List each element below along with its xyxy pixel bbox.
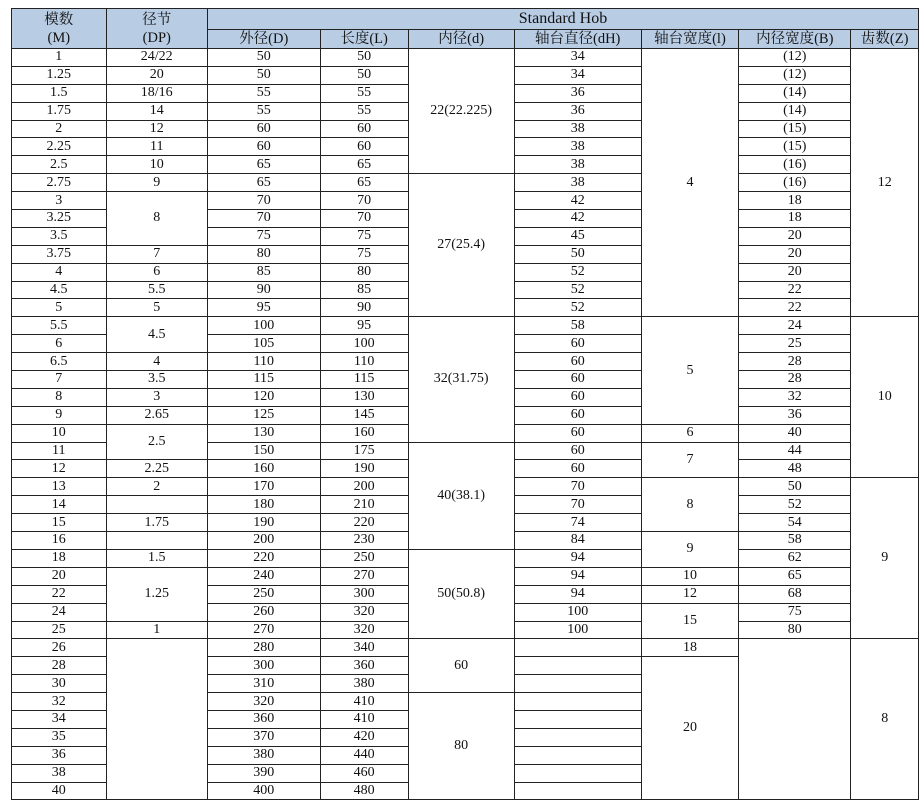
table-row — [12, 317, 919, 335]
header-outer-diameter: 外径(D) — [207, 30, 320, 49]
cell-length: 85 — [320, 281, 408, 299]
cell-hub-diameter: 74 — [514, 514, 641, 532]
header-diametral-pitch — [106, 9, 207, 49]
cell-hub-width: 9 — [641, 532, 738, 568]
cell-key-width: 65 — [739, 567, 851, 585]
cell-module: 3 — [12, 192, 107, 210]
cell-hub-width: 12 — [641, 585, 738, 603]
cell-length: 320 — [320, 621, 408, 639]
header-module-unit: (M) — [47, 29, 71, 46]
cell-length: 80 — [320, 263, 408, 281]
hob-spec-table — [11, 8, 919, 800]
cell-module: 9 — [12, 406, 107, 424]
cell-module: 2.75 — [12, 174, 107, 192]
cell-outer-diameter: 150 — [207, 442, 320, 460]
cell-module: 1.75 — [12, 102, 107, 120]
table-body — [12, 49, 919, 800]
cell-key-width: 24 — [739, 317, 851, 335]
table-row — [12, 639, 919, 657]
cell-module: 24 — [12, 603, 107, 621]
cell-hub-diameter — [514, 675, 641, 693]
cell-key-width: (12) — [739, 66, 851, 84]
cell-outer-diameter: 400 — [207, 782, 320, 800]
cell-length: 65 — [320, 174, 408, 192]
cell-outer-diameter: 220 — [207, 549, 320, 567]
cell-module: 7 — [12, 371, 107, 389]
cell-key-width: 52 — [739, 496, 851, 514]
header-teeth: 齿数(Z) — [851, 30, 919, 49]
cell-outer-diameter: 130 — [207, 424, 320, 442]
header-module-label: 模数 — [44, 11, 74, 28]
cell-hub-width: 15 — [641, 603, 738, 639]
cell-module: 5 — [12, 299, 107, 317]
cell-module: 1 — [12, 49, 107, 67]
cell-length: 340 — [320, 639, 408, 657]
cell-length: 380 — [320, 675, 408, 693]
cell-hub-diameter: 34 — [514, 49, 641, 67]
cell-length: 175 — [320, 442, 408, 460]
cell-outer-diameter: 280 — [207, 639, 320, 657]
header-length: 长度(L) — [320, 30, 408, 49]
cell-key-width: 20 — [739, 263, 851, 281]
cell-hub-diameter — [514, 657, 641, 675]
cell-hub-diameter: 38 — [514, 174, 641, 192]
cell-length: 115 — [320, 371, 408, 389]
cell-outer-diameter: 160 — [207, 460, 320, 478]
cell-hub-diameter: 42 — [514, 210, 641, 228]
cell-diametral-pitch: 12 — [106, 120, 207, 138]
cell-hub-diameter: 100 — [514, 621, 641, 639]
cell-diametral-pitch: 3.5 — [106, 371, 207, 389]
header-module — [12, 9, 107, 49]
cell-outer-diameter: 50 — [207, 49, 320, 67]
cell-diametral-pitch: 20 — [106, 66, 207, 84]
cell-outer-diameter: 90 — [207, 281, 320, 299]
header-key-width: 内径宽度(B) — [739, 30, 851, 49]
cell-length: 410 — [320, 710, 408, 728]
cell-length: 130 — [320, 388, 408, 406]
cell-length: 190 — [320, 460, 408, 478]
cell-length: 210 — [320, 496, 408, 514]
cell-key-width: 32 — [739, 388, 851, 406]
cell-key-width: 20 — [739, 245, 851, 263]
cell-length: 270 — [320, 567, 408, 585]
cell-key-width: 50 — [739, 478, 851, 496]
cell-diametral-pitch: 1.5 — [106, 549, 207, 567]
cell-length: 65 — [320, 156, 408, 174]
cell-length: 75 — [320, 245, 408, 263]
cell-length: 60 — [320, 120, 408, 138]
cell-hub-diameter: 60 — [514, 406, 641, 424]
cell-outer-diameter: 105 — [207, 335, 320, 353]
cell-length: 70 — [320, 210, 408, 228]
cell-outer-diameter: 60 — [207, 120, 320, 138]
cell-outer-diameter: 65 — [207, 156, 320, 174]
cell-diametral-pitch: 7 — [106, 245, 207, 263]
cell-hub-width: 5 — [641, 317, 738, 424]
cell-module: 13 — [12, 478, 107, 496]
cell-key-width: (15) — [739, 138, 851, 156]
cell-key-width: 36 — [739, 406, 851, 424]
cell-outer-diameter: 100 — [207, 317, 320, 335]
cell-hub-diameter: 94 — [514, 585, 641, 603]
cell-outer-diameter: 190 — [207, 514, 320, 532]
cell-module: 11 — [12, 442, 107, 460]
cell-outer-diameter: 60 — [207, 138, 320, 156]
cell-hub-diameter: 60 — [514, 424, 641, 442]
cell-diametral-pitch: 2 — [106, 478, 207, 496]
cell-module: 5.5 — [12, 317, 107, 335]
cell-hub-diameter: 60 — [514, 442, 641, 460]
cell-length: 360 — [320, 657, 408, 675]
cell-hub-diameter — [514, 782, 641, 800]
cell-module: 4.5 — [12, 281, 107, 299]
cell-module: 22 — [12, 585, 107, 603]
cell-hub-diameter: 52 — [514, 299, 641, 317]
cell-hub-diameter: 36 — [514, 84, 641, 102]
cell-outer-diameter: 390 — [207, 764, 320, 782]
cell-hub-diameter: 60 — [514, 460, 641, 478]
cell-outer-diameter: 380 — [207, 746, 320, 764]
cell-diametral-pitch: 9 — [106, 174, 207, 192]
cell-diametral-pitch — [106, 496, 207, 514]
cell-hub-diameter — [514, 693, 641, 711]
cell-outer-diameter: 80 — [207, 245, 320, 263]
cell-key-width: (14) — [739, 84, 851, 102]
cell-outer-diameter: 360 — [207, 710, 320, 728]
cell-length: 50 — [320, 49, 408, 67]
cell-hub-diameter: 60 — [514, 371, 641, 389]
cell-key-width: 62 — [739, 549, 851, 567]
cell-hub-diameter: 94 — [514, 567, 641, 585]
cell-hub-diameter — [514, 710, 641, 728]
table-row — [12, 49, 919, 67]
cell-diametral-pitch: 3 — [106, 388, 207, 406]
cell-module: 8 — [12, 388, 107, 406]
cell-diametral-pitch — [106, 532, 207, 550]
cell-hub-diameter: 94 — [514, 549, 641, 567]
cell-bore: 80 — [408, 693, 514, 800]
cell-key-width: 22 — [739, 281, 851, 299]
cell-hub-diameter: 42 — [514, 192, 641, 210]
cell-module: 10 — [12, 424, 107, 442]
cell-length: 90 — [320, 299, 408, 317]
cell-diametral-pitch: 1.25 — [106, 567, 207, 621]
cell-outer-diameter: 300 — [207, 657, 320, 675]
cell-hub-diameter — [514, 746, 641, 764]
cell-diametral-pitch: 5 — [106, 299, 207, 317]
cell-diametral-pitch: 5.5 — [106, 281, 207, 299]
cell-outer-diameter: 270 — [207, 621, 320, 639]
cell-outer-diameter: 250 — [207, 585, 320, 603]
cell-outer-diameter: 370 — [207, 728, 320, 746]
cell-hub-diameter: 52 — [514, 281, 641, 299]
cell-length: 420 — [320, 728, 408, 746]
cell-outer-diameter: 55 — [207, 84, 320, 102]
cell-hub-diameter: 52 — [514, 263, 641, 281]
cell-key-width: 68 — [739, 585, 851, 603]
cell-length: 100 — [320, 335, 408, 353]
cell-key-width: 18 — [739, 210, 851, 228]
cell-hub-width: 20 — [641, 657, 738, 800]
cell-length: 145 — [320, 406, 408, 424]
header-pitch-unit: (DP) — [142, 29, 171, 46]
cell-key-width: (15) — [739, 120, 851, 138]
cell-length: 230 — [320, 532, 408, 550]
cell-length: 460 — [320, 764, 408, 782]
cell-outer-diameter: 70 — [207, 192, 320, 210]
cell-module: 1.5 — [12, 84, 107, 102]
cell-diametral-pitch: 2.5 — [106, 424, 207, 460]
cell-key-width: 18 — [739, 192, 851, 210]
cell-length: 50 — [320, 66, 408, 84]
cell-hub-diameter: 38 — [514, 156, 641, 174]
cell-module: 32 — [12, 693, 107, 711]
cell-key-width — [739, 639, 851, 800]
cell-diametral-pitch: 1.75 — [106, 514, 207, 532]
table-row — [12, 549, 919, 567]
cell-outer-diameter: 320 — [207, 693, 320, 711]
cell-module: 3.25 — [12, 210, 107, 228]
cell-module: 26 — [12, 639, 107, 657]
cell-diametral-pitch: 2.65 — [106, 406, 207, 424]
cell-length: 55 — [320, 84, 408, 102]
cell-module: 28 — [12, 657, 107, 675]
cell-hub-width: 4 — [641, 49, 738, 317]
cell-hub-width: 18 — [641, 639, 738, 657]
cell-outer-diameter: 50 — [207, 66, 320, 84]
cell-module: 36 — [12, 746, 107, 764]
cell-outer-diameter: 240 — [207, 567, 320, 585]
cell-bore: 27(25.4) — [408, 174, 514, 317]
cell-diametral-pitch: 8 — [106, 192, 207, 246]
cell-module: 2.5 — [12, 156, 107, 174]
cell-hub-diameter: 60 — [514, 353, 641, 371]
cell-length: 60 — [320, 138, 408, 156]
cell-outer-diameter: 170 — [207, 478, 320, 496]
cell-diametral-pitch: 4.5 — [106, 317, 207, 353]
cell-key-width: 40 — [739, 424, 851, 442]
cell-module: 12 — [12, 460, 107, 478]
cell-diametral-pitch: 10 — [106, 156, 207, 174]
cell-outer-diameter: 75 — [207, 227, 320, 245]
cell-outer-diameter: 65 — [207, 174, 320, 192]
cell-hub-diameter: 38 — [514, 120, 641, 138]
cell-outer-diameter: 110 — [207, 353, 320, 371]
cell-key-width: 75 — [739, 603, 851, 621]
cell-key-width: 20 — [739, 227, 851, 245]
cell-hub-diameter: 45 — [514, 227, 641, 245]
cell-bore: 60 — [408, 639, 514, 693]
cell-module: 30 — [12, 675, 107, 693]
table-row — [12, 174, 919, 192]
cell-teeth: 12 — [851, 49, 919, 317]
cell-diametral-pitch: 1 — [106, 621, 207, 639]
cell-length: 480 — [320, 782, 408, 800]
cell-key-width: (14) — [739, 102, 851, 120]
cell-module: 25 — [12, 621, 107, 639]
cell-module: 3.75 — [12, 245, 107, 263]
cell-module: 3.5 — [12, 227, 107, 245]
cell-module: 1.25 — [12, 66, 107, 84]
cell-hub-diameter — [514, 728, 641, 746]
cell-bore: 32(31.75) — [408, 317, 514, 442]
cell-module: 38 — [12, 764, 107, 782]
cell-key-width: 28 — [739, 371, 851, 389]
hob-spec-table-wrapper — [11, 8, 919, 800]
cell-hub-width: 7 — [641, 442, 738, 478]
cell-key-width: (16) — [739, 174, 851, 192]
cell-outer-diameter: 180 — [207, 496, 320, 514]
cell-key-width: 80 — [739, 621, 851, 639]
cell-key-width: 22 — [739, 299, 851, 317]
cell-length: 70 — [320, 192, 408, 210]
cell-hub-diameter: 70 — [514, 478, 641, 496]
cell-diametral-pitch: 14 — [106, 102, 207, 120]
cell-length: 200 — [320, 478, 408, 496]
cell-module: 6.5 — [12, 353, 107, 371]
cell-diametral-pitch: 24/22 — [106, 49, 207, 67]
cell-bore: 50(50.8) — [408, 549, 514, 638]
cell-length: 220 — [320, 514, 408, 532]
header-pitch-label: 径节 — [142, 11, 172, 28]
cell-outer-diameter: 55 — [207, 102, 320, 120]
cell-diametral-pitch: 2.25 — [106, 460, 207, 478]
cell-hub-width: 10 — [641, 567, 738, 585]
cell-module: 14 — [12, 496, 107, 514]
header-bore: 内径(d) — [408, 30, 514, 49]
cell-hub-width: 6 — [641, 424, 738, 442]
cell-length: 300 — [320, 585, 408, 603]
cell-teeth: 8 — [851, 639, 919, 800]
cell-key-width: 48 — [739, 460, 851, 478]
cell-key-width: (16) — [739, 156, 851, 174]
cell-diametral-pitch — [106, 639, 207, 800]
cell-outer-diameter: 70 — [207, 210, 320, 228]
cell-outer-diameter: 95 — [207, 299, 320, 317]
cell-module: 2 — [12, 120, 107, 138]
cell-bore: 22(22.225) — [408, 49, 514, 174]
cell-key-width: 44 — [739, 442, 851, 460]
cell-diametral-pitch: 11 — [106, 138, 207, 156]
cell-key-width: 58 — [739, 532, 851, 550]
cell-outer-diameter: 200 — [207, 532, 320, 550]
cell-key-width: (12) — [739, 49, 851, 67]
cell-hub-width: 8 — [641, 478, 738, 532]
cell-hub-diameter: 38 — [514, 138, 641, 156]
cell-hub-diameter: 60 — [514, 388, 641, 406]
cell-outer-diameter: 310 — [207, 675, 320, 693]
cell-module: 6 — [12, 335, 107, 353]
cell-diametral-pitch: 6 — [106, 263, 207, 281]
cell-teeth: 10 — [851, 317, 919, 478]
cell-hub-diameter: 50 — [514, 245, 641, 263]
cell-key-width: 28 — [739, 353, 851, 371]
cell-outer-diameter: 125 — [207, 406, 320, 424]
cell-hub-diameter: 58 — [514, 317, 641, 335]
cell-module: 2.25 — [12, 138, 107, 156]
cell-hub-diameter: 34 — [514, 66, 641, 84]
cell-module: 16 — [12, 532, 107, 550]
cell-hub-diameter: 36 — [514, 102, 641, 120]
cell-hub-diameter: 100 — [514, 603, 641, 621]
cell-length: 110 — [320, 353, 408, 371]
cell-outer-diameter: 85 — [207, 263, 320, 281]
cell-module: 18 — [12, 549, 107, 567]
cell-bore: 40(38.1) — [408, 442, 514, 549]
cell-length: 250 — [320, 549, 408, 567]
cell-length: 440 — [320, 746, 408, 764]
cell-key-width: 54 — [739, 514, 851, 532]
cell-hub-diameter — [514, 764, 641, 782]
header-hub-width: 轴台宽度(l) — [641, 30, 738, 49]
cell-diametral-pitch: 18/16 — [106, 84, 207, 102]
cell-module: 35 — [12, 728, 107, 746]
header-hub-diameter: 轴台直径(dH) — [514, 30, 641, 49]
cell-length: 95 — [320, 317, 408, 335]
header-standard-hob: Standard Hob — [207, 9, 918, 30]
cell-module: 34 — [12, 710, 107, 728]
cell-diametral-pitch: 4 — [106, 353, 207, 371]
cell-length: 55 — [320, 102, 408, 120]
cell-outer-diameter: 120 — [207, 388, 320, 406]
cell-length: 410 — [320, 693, 408, 711]
cell-outer-diameter: 115 — [207, 371, 320, 389]
cell-module: 15 — [12, 514, 107, 532]
cell-module: 20 — [12, 567, 107, 585]
cell-key-width: 25 — [739, 335, 851, 353]
cell-length: 75 — [320, 227, 408, 245]
cell-teeth: 9 — [851, 478, 919, 639]
cell-hub-diameter: 84 — [514, 532, 641, 550]
cell-hub-diameter: 60 — [514, 335, 641, 353]
cell-module: 40 — [12, 782, 107, 800]
cell-hub-diameter: 70 — [514, 496, 641, 514]
cell-length: 160 — [320, 424, 408, 442]
cell-length: 320 — [320, 603, 408, 621]
cell-hub-diameter — [514, 639, 641, 657]
cell-outer-diameter: 260 — [207, 603, 320, 621]
cell-module: 4 — [12, 263, 107, 281]
